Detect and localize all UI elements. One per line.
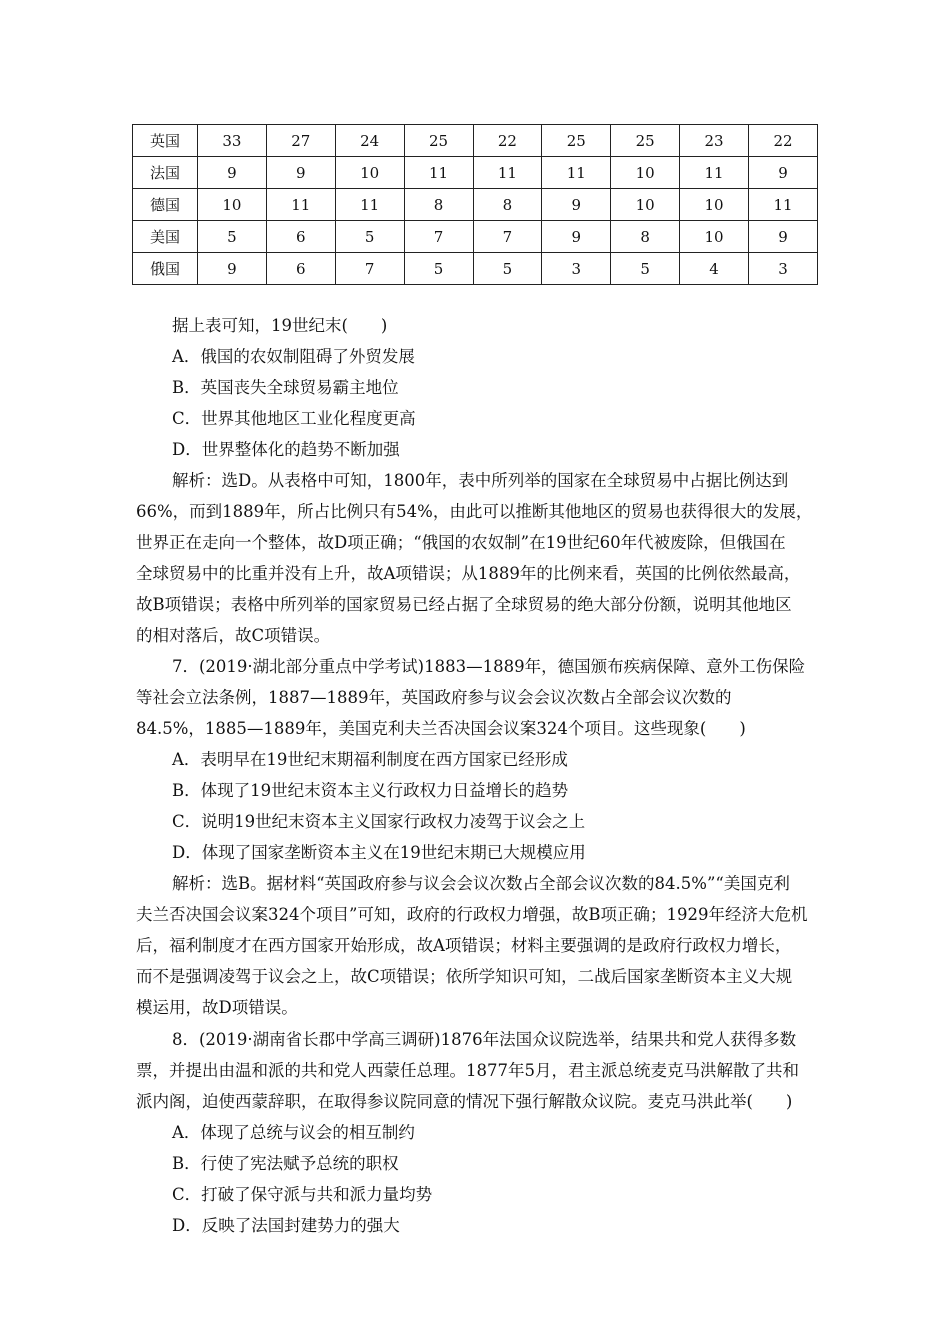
table-row: [133, 157, 818, 189]
table-cell: 25: [404, 125, 473, 157]
table-row: [133, 253, 818, 285]
q8-option-a: A．体现了总统与议会的相互制约: [172, 1123, 415, 1142]
table-cell: 5: [611, 253, 680, 285]
q8-stem-line: 派内阁，迫使西蒙辞职，在取得参议院同意的情况下强行解散众议院。麦克马洪此举( ): [136, 1092, 793, 1111]
trade-share-table: [132, 124, 818, 285]
q8-stem-line: 8．(2019·湖南省长郡中学高三调研)1876年法国众议院选举，结果共和党人获得多数: [172, 1030, 797, 1049]
table-cell: 7: [335, 253, 404, 285]
q7-stem-line: 等社会立法条例，1887—1889年，英国政府参与议会会议次数占全部会议次数的: [136, 688, 732, 707]
q7-option-a: A．表明早在19世纪末期福利制度在西方国家已经形成: [172, 750, 568, 769]
table-cell-country: 俄国: [133, 253, 198, 285]
table-cell: 25: [542, 125, 611, 157]
table-cell-country: 法国: [133, 157, 198, 189]
table-cell: 9: [266, 157, 335, 189]
table-cell: 5: [404, 253, 473, 285]
q8-stem-line: 票，并提出由温和派的共和党人西蒙任总理。1877年5月，君主派总统麦克马洪解散了共和: [136, 1061, 799, 1080]
table-cell: 11: [680, 157, 749, 189]
table-cell: 10: [335, 157, 404, 189]
table-cell: 24: [335, 125, 404, 157]
table-row: [133, 189, 818, 221]
table-cell: 7: [404, 221, 473, 253]
table-cell: 27: [266, 125, 335, 157]
q6-option-d: D．世界整体化的趋势不断加强: [172, 440, 400, 459]
q7-analysis-line: 夫兰否决国会议案324个项目”可知，政府的行政权力增强，故B项正确；1929年经济大危机: [136, 905, 808, 924]
table-cell: 33: [198, 125, 267, 157]
table-cell: 3: [749, 253, 818, 285]
table-cell: 22: [473, 125, 542, 157]
table-cell: 6: [266, 253, 335, 285]
table-row: [133, 221, 818, 253]
q6-analysis-line: 全球贸易中的比重并没有上升，故A项错误；从1889年的比例来看，英国的比例依然最高，: [136, 564, 801, 583]
table-cell: 11: [542, 157, 611, 189]
q6-analysis-line: 故B项错误；表格中所列举的国家贸易已经占据了全球贸易的绝大部分份额，说明其他地区: [136, 595, 792, 614]
q6-analysis-line: 世界正在走向一个整体，故D项正确；“俄国的农奴制”在19世纪60年代被废除，但俄国在: [136, 533, 786, 552]
q7-option-d: D．体现了国家垄断资本主义在19世纪末期已大规模应用: [172, 843, 586, 862]
q6-analysis-line: 解析：选D。从表格中可知，1800年，表中所列举的国家在全球贸易中占据比例达到: [172, 471, 789, 490]
table-cell: 25: [611, 125, 680, 157]
table-cell: 9: [198, 253, 267, 285]
table-cell: 5: [198, 221, 267, 253]
q7-analysis-line: 后，福利制度才在西方国家开始形成，故A项错误；材料主要强调的是政府行政权力增长，: [136, 936, 792, 955]
table-cell: 6: [266, 221, 335, 253]
table-cell-country: 德国: [133, 189, 198, 221]
table-row: [133, 125, 818, 157]
table-cell: 9: [749, 221, 818, 253]
table-cell: 11: [266, 189, 335, 221]
q8-option-d: D．反映了法国封建势力的强大: [172, 1216, 400, 1235]
table-cell: 9: [198, 157, 267, 189]
q7-analysis-line: 解析：选B。据材料“英国政府参与议会会议次数占全部会议次数的84.5%”“美国克利: [172, 874, 790, 893]
table-cell: 8: [404, 189, 473, 221]
table-cell: 5: [335, 221, 404, 253]
q6-option-b: B．英国丧失全球贸易霸主地位: [172, 378, 399, 397]
table-cell: 5: [473, 253, 542, 285]
q7-analysis-line: 模运用，故D项错误。: [136, 998, 298, 1017]
table-cell-country: 英国: [133, 125, 198, 157]
table-cell: 10: [680, 221, 749, 253]
q6-stem: 据上表可知，19世纪末( ): [172, 316, 388, 335]
q7-option-c: C．说明19世纪末资本主义国家行政权力凌驾于议会之上: [172, 812, 586, 831]
table-cell: 9: [749, 157, 818, 189]
q7-stem-line: 84.5%，1885—1889年，美国克利夫兰否决国会议案324个项目。这些现象( ): [136, 719, 746, 738]
table-cell: 22: [749, 125, 818, 157]
table-cell: 11: [335, 189, 404, 221]
q8-option-c: C．打破了保守派与共和派力量均势: [172, 1185, 433, 1204]
q7-stem-line: 7．(2019·湖北部分重点中学考试)1883—1889年，德国颁布疾病保障、意外工伤保险: [172, 657, 806, 676]
table-cell: 23: [680, 125, 749, 157]
table-cell-country: 美国: [133, 221, 198, 253]
table-cell: 7: [473, 221, 542, 253]
q6-option-a: A．俄国的农奴制阻碍了外贸发展: [172, 347, 415, 366]
table-cell: 11: [404, 157, 473, 189]
table-cell: 10: [680, 189, 749, 221]
table-cell: 4: [680, 253, 749, 285]
table-cell: 8: [611, 221, 680, 253]
table-cell: 10: [611, 157, 680, 189]
table-cell: 9: [542, 189, 611, 221]
table-cell: 11: [749, 189, 818, 221]
q7-option-b: B．体现了19世纪末资本主义行政权力日益增长的趋势: [172, 781, 569, 800]
q6-analysis-line: 66%，而到1889年，所占比例只有54%，由此可以推断其他地区的贸易也获得很大的发展，: [136, 502, 813, 521]
table-cell: 11: [473, 157, 542, 189]
table-cell: 9: [542, 221, 611, 253]
table-cell: 3: [542, 253, 611, 285]
q8-option-b: B．行使了宪法赋予总统的职权: [172, 1154, 399, 1173]
q6-option-c: C．世界其他地区工业化程度更高: [172, 409, 416, 428]
table-cell: 10: [198, 189, 267, 221]
table-cell: 8: [473, 189, 542, 221]
q7-analysis-line: 而不是强调凌驾于议会之上，故C项错误；依所学知识可知，二战后国家垄断资本主义大规: [136, 967, 793, 986]
table-cell: 10: [611, 189, 680, 221]
q6-analysis-line: 的相对落后，故C项错误。: [136, 626, 331, 645]
